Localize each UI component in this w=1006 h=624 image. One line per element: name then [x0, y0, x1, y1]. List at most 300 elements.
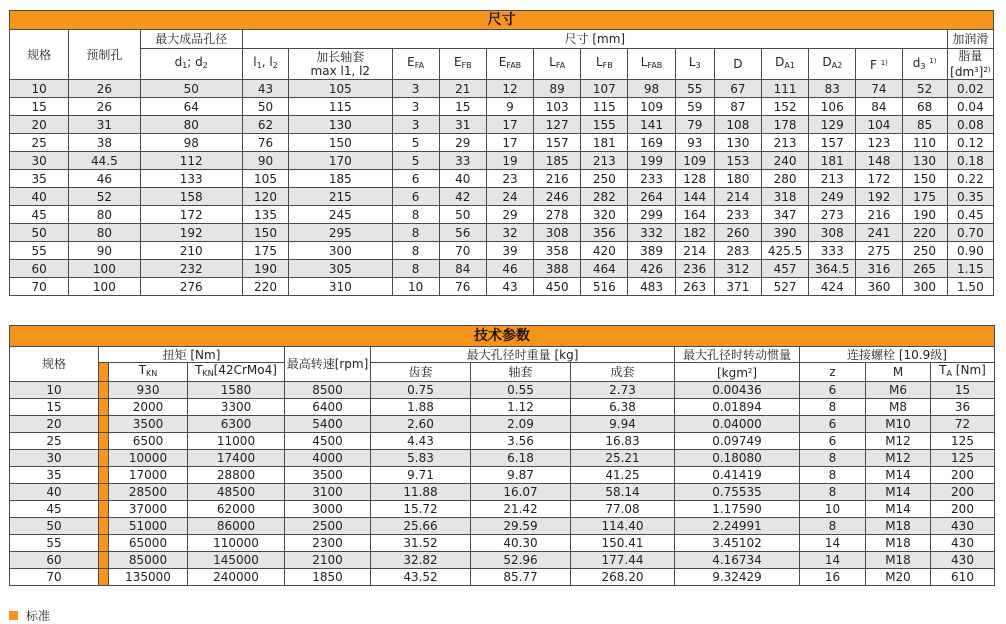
- table-cell: 16.07: [471, 484, 571, 501]
- table-cell: 100: [69, 260, 140, 278]
- table-cell: 6500: [109, 433, 188, 450]
- table-cell: 17: [486, 116, 533, 134]
- table-cell: 276: [140, 278, 242, 296]
- table-cell: 25.21: [571, 450, 675, 467]
- table-cell: 0.75: [371, 382, 471, 399]
- col-inertia-unit: [kgm$^2$]: [675, 363, 800, 382]
- table-cell: 58.14: [571, 484, 675, 501]
- table-cell: 310: [289, 278, 392, 296]
- table-cell: 62000: [188, 501, 285, 518]
- table-cell: 50: [10, 518, 99, 535]
- col-efb: $E_{FB}$: [439, 49, 486, 80]
- table-cell: 214: [714, 188, 761, 206]
- table-cell: 127: [534, 116, 581, 134]
- table-cell: 216: [856, 206, 902, 224]
- table-row: [10, 535, 995, 552]
- table-cell: 358: [534, 242, 581, 260]
- table-cell: 0.12: [947, 134, 993, 152]
- table-cell: 4500: [285, 433, 371, 450]
- table-cell: 79: [675, 116, 714, 134]
- table-cell: 29.59: [471, 518, 571, 535]
- table-cell: 6: [800, 416, 866, 433]
- table-cell: 3.45102: [675, 535, 800, 552]
- table-cell: 333: [809, 242, 856, 260]
- table-cell: 0.55: [471, 382, 571, 399]
- table-cell: 220: [902, 224, 947, 242]
- table-cell: 37000: [109, 501, 188, 518]
- table-cell: 6: [800, 382, 866, 399]
- col-dimensions-mm: 尺寸 [mm]: [242, 30, 947, 49]
- table-cell: 390: [761, 224, 808, 242]
- table-cell: 0.04: [947, 98, 993, 116]
- col-lfa: $L_{FA}$: [534, 49, 581, 80]
- table-cell: 10: [800, 501, 866, 518]
- table-cell: 216: [534, 170, 581, 188]
- table-cell: 192: [140, 224, 242, 242]
- table-cell: 0.08: [947, 116, 993, 134]
- table-cell: 129: [809, 116, 856, 134]
- table-cell: 6.38: [571, 399, 675, 416]
- table-cell: 265: [902, 260, 947, 278]
- table-row: [10, 80, 994, 98]
- table-cell: 40: [10, 484, 99, 501]
- table-cell: 3: [392, 80, 439, 98]
- table-cell: 21.42: [471, 501, 571, 518]
- table-cell: 89: [534, 80, 581, 98]
- table-cell: 19: [486, 152, 533, 170]
- table-cell: 52: [69, 188, 140, 206]
- table-cell: 14: [800, 552, 866, 569]
- table-cell: 10: [10, 382, 99, 399]
- table-cell: 125: [931, 450, 995, 467]
- table-cell: 45: [10, 501, 99, 518]
- table-cell: 40: [10, 188, 69, 206]
- table-cell: 930: [109, 382, 188, 399]
- table-cell: 3: [392, 116, 439, 134]
- table-cell: 260: [714, 224, 761, 242]
- table-cell: M10: [866, 416, 931, 433]
- table-cell: 31.52: [371, 535, 471, 552]
- table-cell: 0.04000: [675, 416, 800, 433]
- table-cell: 241: [856, 224, 902, 242]
- table-cell: 8: [800, 484, 866, 501]
- table-cell: 105: [242, 170, 288, 188]
- table-cell: 250: [902, 242, 947, 260]
- table-cell: 175: [242, 242, 288, 260]
- table-cell: 5: [392, 134, 439, 152]
- col-da1: $D_{A1}$: [761, 49, 808, 80]
- col-lfab: $L_{FAB}$: [628, 49, 675, 80]
- table-cell: 1.88: [371, 399, 471, 416]
- table-cell: 55: [10, 535, 99, 552]
- table-cell: 55: [675, 80, 714, 98]
- col-grease-unit: 脂量 $[dm^3]^{2)}$: [947, 49, 993, 80]
- table-cell: 115: [289, 98, 392, 116]
- table-cell: 233: [714, 206, 761, 224]
- table-cell: 35: [10, 170, 69, 188]
- table-cell: 213: [809, 170, 856, 188]
- table-cell: 17: [486, 134, 533, 152]
- table-cell: 278: [534, 206, 581, 224]
- table-cell: 110: [902, 134, 947, 152]
- table-cell: 64: [140, 98, 242, 116]
- col-w-hub: 轴套: [471, 363, 571, 382]
- table-cell: 464: [581, 260, 628, 278]
- table-cell: 312: [714, 260, 761, 278]
- table-cell: 190: [242, 260, 288, 278]
- table-cell: 52.96: [471, 552, 571, 569]
- table-cell: 153: [714, 152, 761, 170]
- table-cell: 25: [10, 433, 99, 450]
- table-cell: 388: [534, 260, 581, 278]
- table-cell: 21: [439, 80, 486, 98]
- table-row: [10, 116, 994, 134]
- table-cell: 190: [902, 206, 947, 224]
- table-cell: 320: [581, 206, 628, 224]
- table-cell: 0.18080: [675, 450, 800, 467]
- table-cell: 150: [289, 134, 392, 152]
- table-cell: 240000: [188, 569, 285, 586]
- table-cell: 0.00436: [675, 382, 800, 399]
- table-cell: 185: [534, 152, 581, 170]
- table-cell: 0.75535: [675, 484, 800, 501]
- table-cell: 50: [439, 206, 486, 224]
- col-maxbore: 最大成品孔径: [140, 30, 242, 49]
- table-cell: 305: [289, 260, 392, 278]
- table-cell: 40: [439, 170, 486, 188]
- table-cell: 0.41419: [675, 467, 800, 484]
- standard-marker: [99, 552, 109, 569]
- table-cell: 114.40: [571, 518, 675, 535]
- table-cell: 87: [714, 98, 761, 116]
- table-cell: 150.41: [571, 535, 675, 552]
- table-cell: 240: [761, 152, 808, 170]
- table-cell: 214: [675, 242, 714, 260]
- table-cell: 29: [486, 206, 533, 224]
- table-cell: 3: [392, 98, 439, 116]
- table-cell: 1.12: [471, 399, 571, 416]
- table-cell: 125: [931, 433, 995, 450]
- col-torque: 扭矩 [Nm]: [99, 347, 285, 363]
- table-cell: 112: [140, 152, 242, 170]
- table-cell: 105: [289, 80, 392, 98]
- table-row: [10, 467, 995, 484]
- table-cell: 26: [69, 80, 140, 98]
- table-cell: 74: [856, 80, 902, 98]
- table-cell: 145000: [188, 552, 285, 569]
- table-cell: 157: [534, 134, 581, 152]
- table-cell: 0.70: [947, 224, 993, 242]
- table-cell: 130: [289, 116, 392, 134]
- col-w-total: 成套: [571, 363, 675, 382]
- table-cell: 8500: [285, 382, 371, 399]
- table-cell: 80: [69, 206, 140, 224]
- col-z: z: [800, 363, 866, 382]
- table-cell: 76: [242, 134, 288, 152]
- table-cell: 51000: [109, 518, 188, 535]
- table-cell: 107: [581, 80, 628, 98]
- table-cell: 3500: [109, 416, 188, 433]
- legend: [9, 607, 50, 624]
- table-cell: 300: [289, 242, 392, 260]
- table-cell: 141: [628, 116, 675, 134]
- table-cell: 236: [675, 260, 714, 278]
- standard-marker: [99, 433, 109, 450]
- table-cell: 62: [242, 116, 288, 134]
- table-cell: 0.18: [947, 152, 993, 170]
- table-cell: 275: [856, 242, 902, 260]
- col-da2: $D_{A2}$: [809, 49, 856, 80]
- table-cell: 178: [761, 116, 808, 134]
- table-cell: 135000: [109, 569, 188, 586]
- table-cell: 10: [10, 80, 69, 98]
- table-cell: 8: [800, 399, 866, 416]
- table-cell: 1.17590: [675, 501, 800, 518]
- table-cell: 103: [534, 98, 581, 116]
- table-cell: 213: [581, 152, 628, 170]
- table-cell: 246: [534, 188, 581, 206]
- table-cell: 610: [931, 569, 995, 586]
- table-cell: 25: [10, 134, 69, 152]
- col-ext-sleeve: 加长轴套 max l1, l2: [289, 49, 392, 80]
- table-cell: 9.71: [371, 467, 471, 484]
- table-cell: 8: [800, 467, 866, 484]
- col-tkn: $T_{KN}$: [109, 363, 188, 382]
- table-cell: 14: [800, 535, 866, 552]
- table-cell: 31: [69, 116, 140, 134]
- table-cell: 56: [439, 224, 486, 242]
- table-cell: 0.02: [947, 80, 993, 98]
- standard-marker: [99, 399, 109, 416]
- table-cell: 80: [140, 116, 242, 134]
- standard-marker: [99, 363, 109, 382]
- table-cell: 104: [856, 116, 902, 134]
- table-cell: 20: [10, 416, 99, 433]
- table-cell: 249: [809, 188, 856, 206]
- table-cell: 263: [675, 278, 714, 296]
- table-cell: 280: [761, 170, 808, 188]
- table-cell: 77.08: [571, 501, 675, 518]
- legend-swatch: [9, 611, 18, 620]
- table-cell: M6: [866, 382, 931, 399]
- table-cell: 9: [486, 98, 533, 116]
- table-cell: 110000: [188, 535, 285, 552]
- standard-marker: [99, 501, 109, 518]
- standard-marker: [99, 518, 109, 535]
- table-row: [10, 242, 994, 260]
- table-cell: 40.30: [471, 535, 571, 552]
- tech-title: 技术参数: [10, 326, 995, 347]
- table-cell: 299: [628, 206, 675, 224]
- table-cell: 308: [809, 224, 856, 242]
- table-cell: 425.5: [761, 242, 808, 260]
- table-row: [10, 450, 995, 467]
- table-cell: 213: [761, 134, 808, 152]
- col-d: D: [714, 49, 761, 80]
- table-cell: 158: [140, 188, 242, 206]
- table-cell: 15: [931, 382, 995, 399]
- table-cell: 98: [628, 80, 675, 98]
- table-cell: 268.20: [571, 569, 675, 586]
- table-cell: 210: [140, 242, 242, 260]
- table-cell: 35: [10, 467, 99, 484]
- table-cell: 30: [10, 450, 99, 467]
- col-lfb: $L_{FB}$: [581, 49, 628, 80]
- table-cell: 23: [486, 170, 533, 188]
- table-row: [10, 260, 994, 278]
- table-cell: 389: [628, 242, 675, 260]
- table-cell: 2100: [285, 552, 371, 569]
- table-cell: 2300: [285, 535, 371, 552]
- table-cell: 24: [486, 188, 533, 206]
- table-cell: 17400: [188, 450, 285, 467]
- table-cell: 3.56: [471, 433, 571, 450]
- table-cell: 76: [439, 278, 486, 296]
- table-cell: 135: [242, 206, 288, 224]
- table-cell: 85000: [109, 552, 188, 569]
- col-ta: $T_A$ [Nm]: [931, 363, 995, 382]
- table-cell: M12: [866, 450, 931, 467]
- col-w-gear: 齿套: [371, 363, 471, 382]
- table-cell: 4000: [285, 450, 371, 467]
- legend-label: 标准: [26, 609, 51, 623]
- table-cell: 32: [486, 224, 533, 242]
- table-cell: 2.73: [571, 382, 675, 399]
- table-cell: 150: [902, 170, 947, 188]
- table-cell: M18: [866, 552, 931, 569]
- table-cell: 250: [581, 170, 628, 188]
- table-cell: 5.83: [371, 450, 471, 467]
- table-cell: 273: [809, 206, 856, 224]
- table-cell: 46: [486, 260, 533, 278]
- table-cell: 0.35: [947, 188, 993, 206]
- table-cell: 90: [242, 152, 288, 170]
- table-cell: 6: [800, 433, 866, 450]
- table-cell: 177.44: [571, 552, 675, 569]
- table-cell: 70: [10, 278, 69, 296]
- tech-params-table: [9, 325, 995, 586]
- table-cell: 72: [931, 416, 995, 433]
- table-cell: 426: [628, 260, 675, 278]
- table-cell: 152: [761, 98, 808, 116]
- table-cell: 3500: [285, 467, 371, 484]
- table-cell: 98: [140, 134, 242, 152]
- col-prebore: 预制孔: [69, 30, 140, 80]
- table-cell: 2000: [109, 399, 188, 416]
- table-cell: 70: [10, 569, 99, 586]
- table-cell: 60: [10, 552, 99, 569]
- table-cell: 200: [931, 484, 995, 501]
- col-size: 规格: [10, 347, 99, 382]
- table-cell: 364.5: [809, 260, 856, 278]
- table-cell: 157: [809, 134, 856, 152]
- table-cell: 233: [628, 170, 675, 188]
- table-cell: 60: [10, 260, 69, 278]
- table-cell: 50: [10, 224, 69, 242]
- table-cell: 84: [439, 260, 486, 278]
- table-cell: 192: [856, 188, 902, 206]
- table-cell: 52: [902, 80, 947, 98]
- table-cell: 318: [761, 188, 808, 206]
- table-row: [10, 518, 995, 535]
- table-cell: 9.32429: [675, 569, 800, 586]
- table-cell: 316: [856, 260, 902, 278]
- table-cell: 6400: [285, 399, 371, 416]
- table-cell: 15: [439, 98, 486, 116]
- table-cell: 170: [289, 152, 392, 170]
- col-grease: 加润滑: [947, 30, 993, 49]
- table-cell: 215: [289, 188, 392, 206]
- table-cell: 111: [761, 80, 808, 98]
- table-row: [10, 569, 995, 586]
- table-cell: 68: [902, 98, 947, 116]
- table-cell: 2.24991: [675, 518, 800, 535]
- table-cell: 172: [856, 170, 902, 188]
- table-cell: 109: [675, 152, 714, 170]
- table-row: [10, 134, 994, 152]
- table-cell: 371: [714, 278, 761, 296]
- table-cell: 308: [534, 224, 581, 242]
- table-cell: 46: [69, 170, 140, 188]
- table-cell: 3000: [285, 501, 371, 518]
- table-cell: 430: [931, 518, 995, 535]
- table-row: [10, 552, 995, 569]
- table-cell: 38: [69, 134, 140, 152]
- col-d1d2: $d_1$; $d_2$: [140, 49, 242, 80]
- col-d3: $d_3$ $^{1)}$: [902, 49, 947, 80]
- table-cell: 6: [392, 170, 439, 188]
- table-cell: 93: [675, 134, 714, 152]
- table-cell: 200: [931, 467, 995, 484]
- table-cell: 100: [69, 278, 140, 296]
- table-cell: 295: [289, 224, 392, 242]
- standard-marker: [99, 382, 109, 399]
- table-cell: 123: [856, 134, 902, 152]
- table-row: [10, 433, 995, 450]
- table-cell: 106: [809, 98, 856, 116]
- table-cell: 0.22: [947, 170, 993, 188]
- table-cell: 28500: [109, 484, 188, 501]
- table-cell: 45: [10, 206, 69, 224]
- table-cell: M18: [866, 535, 931, 552]
- table-cell: 36: [931, 399, 995, 416]
- table-cell: 169: [628, 134, 675, 152]
- table-cell: 85.77: [471, 569, 571, 586]
- table-cell: 300: [902, 278, 947, 296]
- table-cell: 5: [392, 152, 439, 170]
- table-cell: 6300: [188, 416, 285, 433]
- table-cell: 55: [10, 242, 69, 260]
- table-cell: 15: [10, 399, 99, 416]
- table-cell: 84: [856, 98, 902, 116]
- table-cell: 450: [534, 278, 581, 296]
- table-cell: 4.43: [371, 433, 471, 450]
- table-cell: 182: [675, 224, 714, 242]
- col-speed: 最高转速[rpm]: [285, 347, 371, 382]
- table-cell: M14: [866, 467, 931, 484]
- table-cell: 8: [392, 224, 439, 242]
- col-efab: $E_{FAB}$: [486, 49, 533, 80]
- table-cell: 0.90: [947, 242, 993, 260]
- table-row: [10, 188, 994, 206]
- table-cell: 25.66: [371, 518, 471, 535]
- table-cell: 150: [242, 224, 288, 242]
- table-row: [10, 399, 995, 416]
- table-cell: 283: [714, 242, 761, 260]
- table-cell: 15.72: [371, 501, 471, 518]
- table-cell: 8: [800, 450, 866, 467]
- table-cell: 5400: [285, 416, 371, 433]
